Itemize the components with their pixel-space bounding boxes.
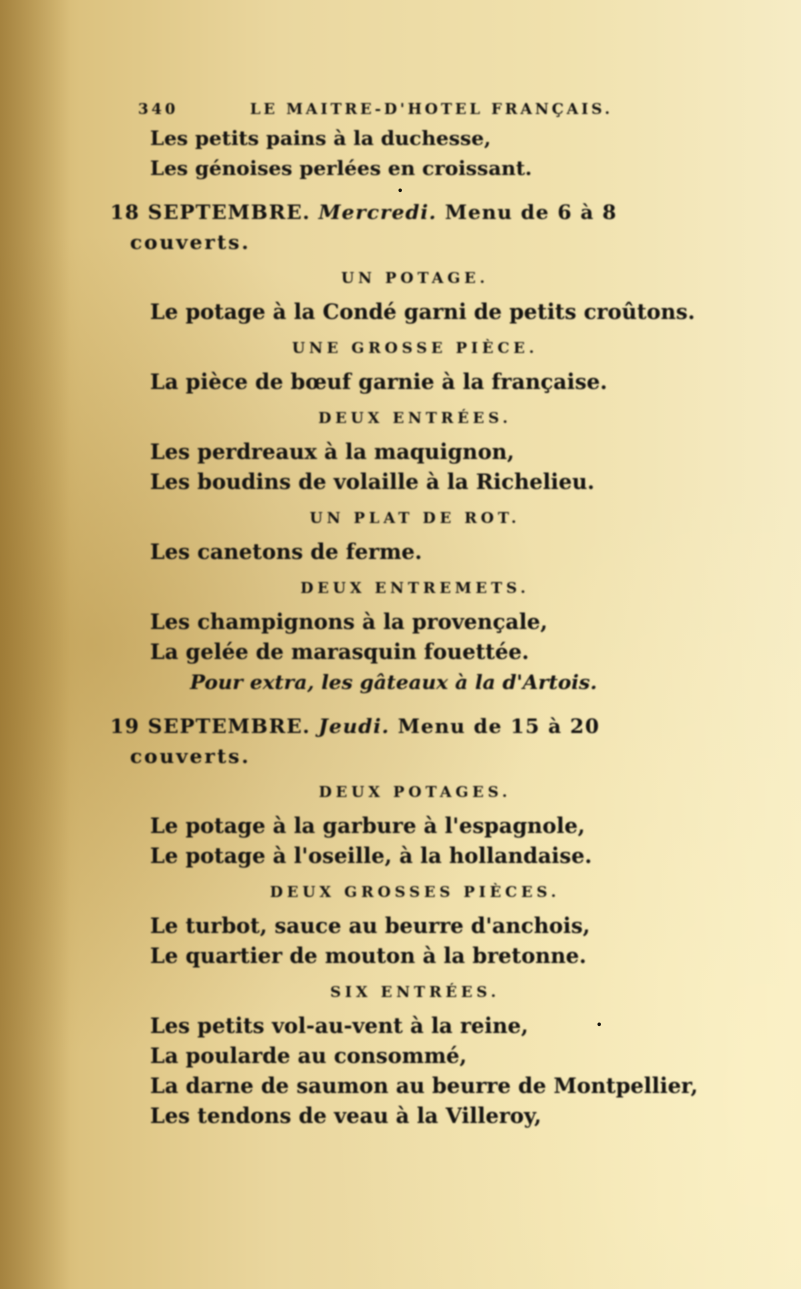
section-heading: UNE GROSSE PIÈCE. bbox=[291, 339, 539, 357]
menu-item: Les champignons à la provençale, bbox=[150, 609, 548, 634]
carryover-line-2: Les génoises perlées en croissant. bbox=[150, 156, 533, 180]
menu-item: Le potage à la Condé garni de petits croûtons. bbox=[150, 299, 696, 324]
page-gutter-shadow bbox=[0, 0, 70, 1289]
running-title: LE MAITRE-D'HOTEL FRANÇAIS. bbox=[250, 100, 613, 118]
section-heading: DEUX ENTREMETS. bbox=[300, 579, 530, 597]
day1-date: 18 SEPTEMBRE. bbox=[110, 200, 311, 224]
menu-item: La gelée de marasquin fouettée. bbox=[150, 639, 530, 664]
menu-item: Les perdreaux à la maquignon, bbox=[150, 439, 515, 464]
section-heading: DEUX POTAGES. bbox=[318, 783, 512, 801]
section-heading: UN PLAT DE ROT. bbox=[309, 509, 521, 527]
print-speck: • bbox=[397, 186, 404, 197]
page-text bbox=[110, 95, 698, 1131]
menu-item: Le quartier de mouton à la bretonne. bbox=[150, 943, 587, 968]
menu-item: La poularde au consommé, bbox=[150, 1043, 467, 1068]
section-heading: SIX ENTRÉES. bbox=[330, 983, 500, 1001]
menu-item: La darne de saumon au beurre de Montpellier, bbox=[150, 1073, 698, 1098]
section-heading: DEUX ENTRÉES. bbox=[318, 409, 512, 427]
page-number: 340 bbox=[138, 100, 179, 118]
day1-menu: Menu de 6 à 8 bbox=[444, 200, 618, 224]
section-heading: DEUX GROSSES PIÈCES. bbox=[269, 883, 561, 901]
menu-item: Le potage à l'oseille, à la hollandaise. bbox=[150, 843, 592, 868]
menu-item: Les canetons de ferme. bbox=[150, 539, 423, 564]
menu-item: Les petits vol-au-vent à la reine, bbox=[150, 1013, 529, 1038]
menu-item: Les boudins de volaille à la Richelieu. bbox=[150, 469, 595, 494]
day2-menu: Menu de 15 à 20 bbox=[397, 714, 600, 738]
day2-covers: couverts. bbox=[130, 744, 251, 768]
menu-item: Le turbot, sauce au beurre d'anchois, bbox=[150, 913, 591, 938]
day1-weekday: Mercredi. bbox=[318, 200, 437, 224]
menu-item: La pièce de bœuf garnie à la française. bbox=[150, 369, 608, 394]
running-head bbox=[138, 95, 680, 123]
day-heading-18-september bbox=[110, 197, 710, 257]
day2-weekday: Jeudi. bbox=[318, 714, 390, 738]
print-speck: • bbox=[596, 1020, 603, 1031]
extra-note: Pour extra, les gâteaux à la d'Artois. bbox=[190, 670, 598, 694]
section-heading: UN POTAGE. bbox=[341, 269, 489, 287]
day2-date: 19 SEPTEMBRE. bbox=[110, 714, 311, 738]
menu-item: Le potage à la garbure à l'espagnole, bbox=[150, 813, 586, 838]
menu-item: Les tendons de veau à la Villeroy, bbox=[150, 1103, 542, 1128]
carryover-line-1: Les petits pains à la duchesse, bbox=[150, 126, 491, 150]
day1-covers: couverts. bbox=[130, 230, 251, 254]
day-heading-19-september bbox=[110, 711, 710, 771]
